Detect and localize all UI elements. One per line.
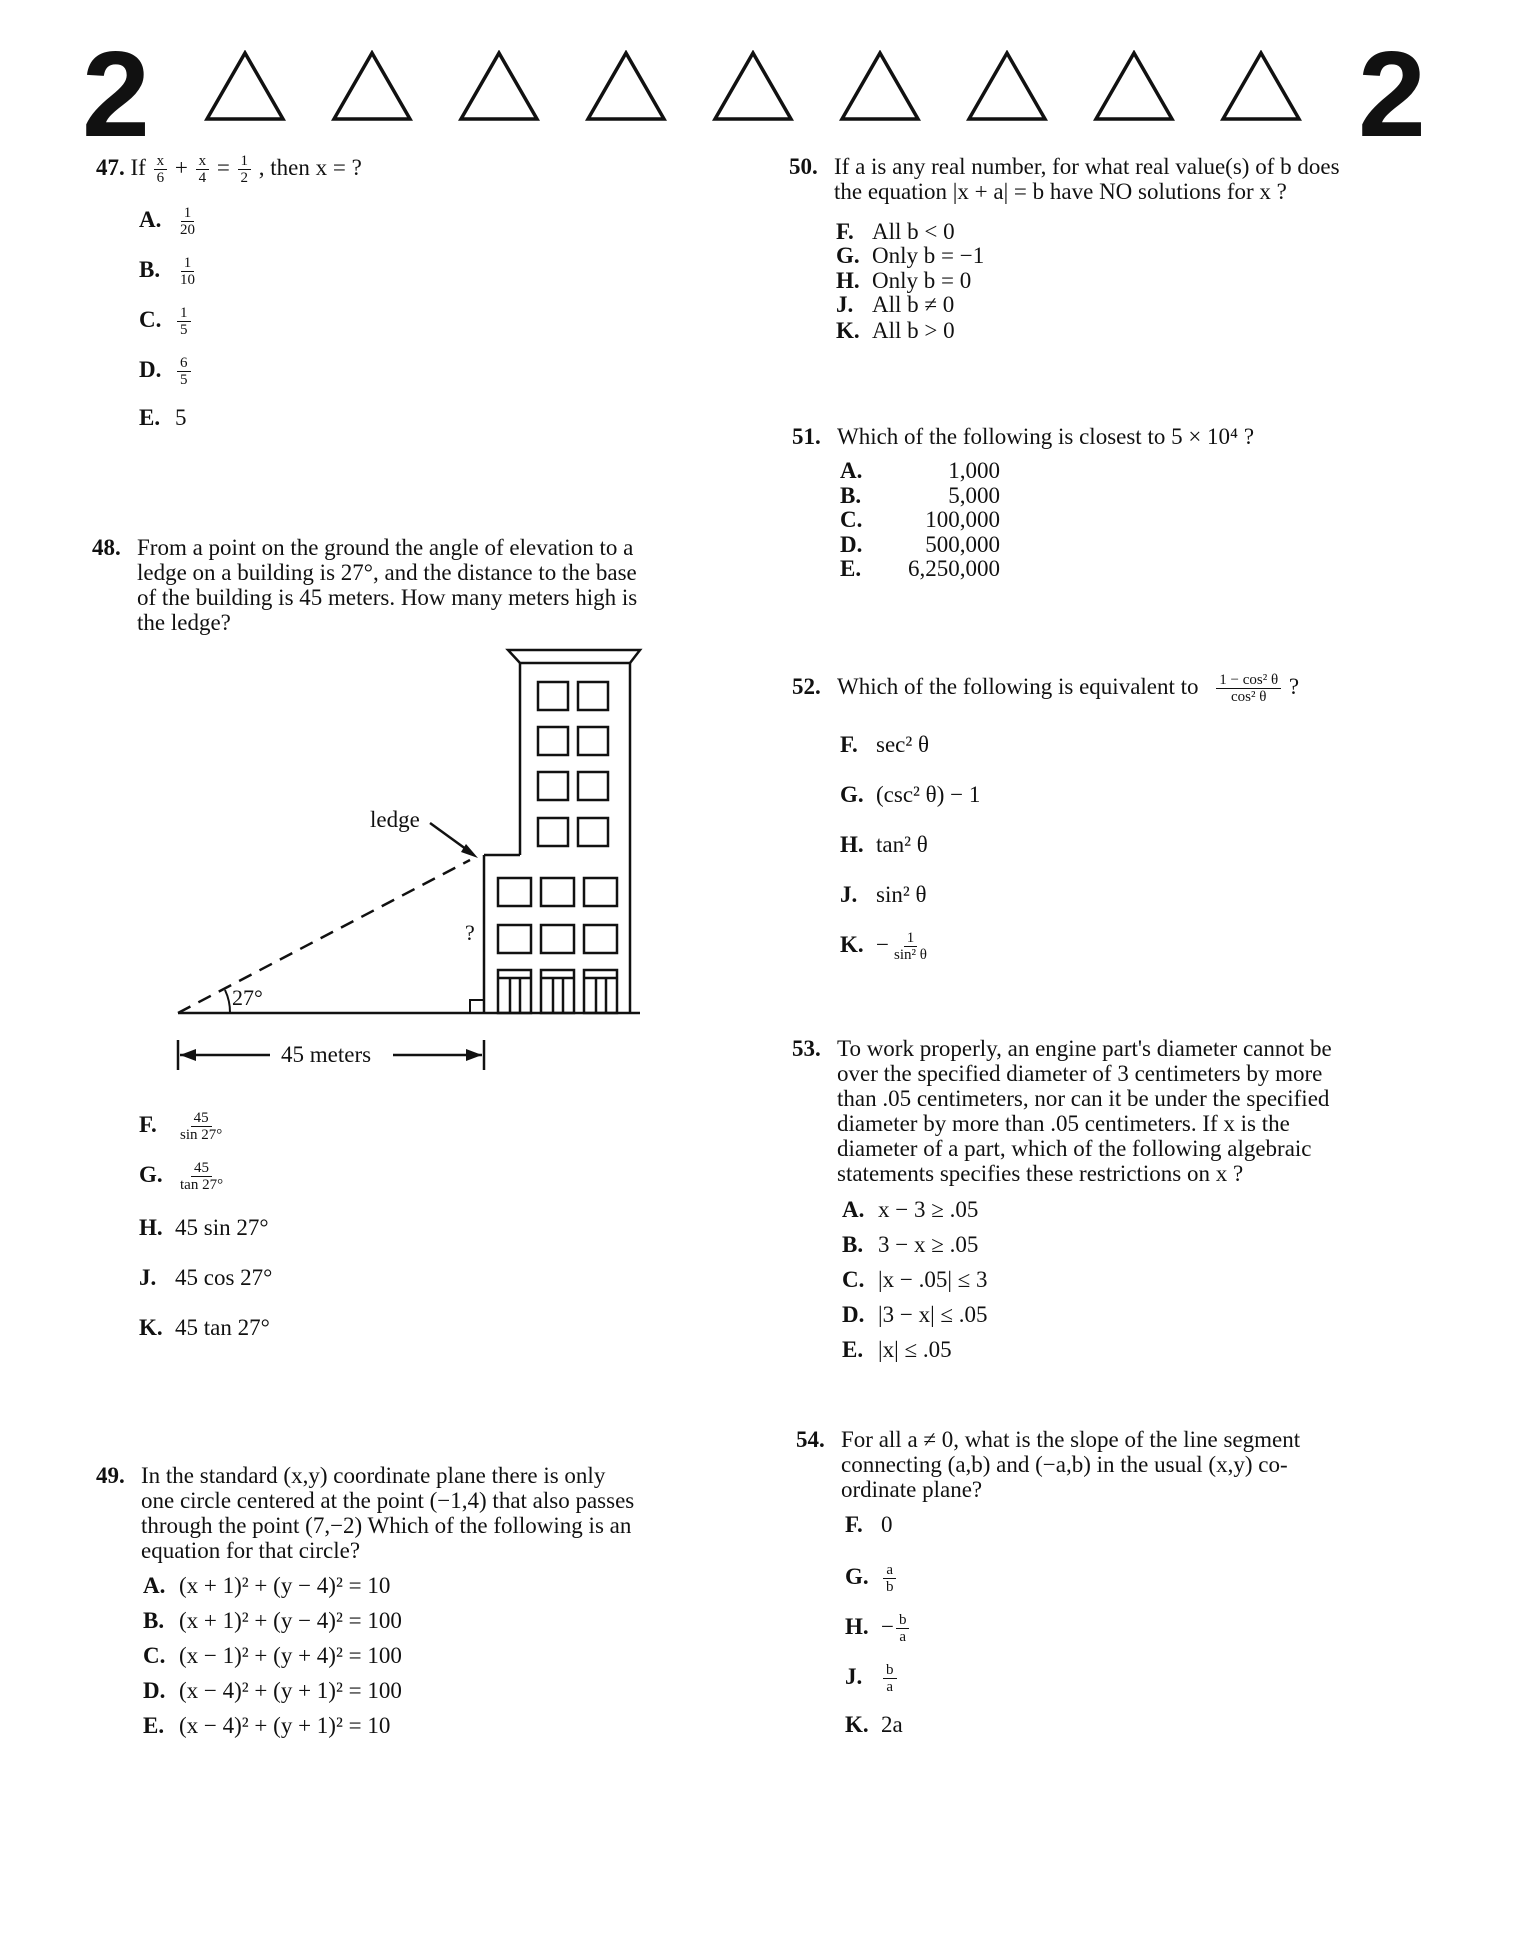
option-C[interactable]: C. (x − 1)² + (y + 4)² = 100 <box>143 1643 402 1668</box>
option-D[interactable]: D. |3 − x| ≤ .05 <box>842 1302 988 1327</box>
section-number-left: 2 <box>82 26 150 162</box>
question-51 <box>792 424 1254 449</box>
q50-line: the equation |x + a| = b have NO solutions for x ? <box>834 179 1287 204</box>
option-B[interactable]: B. (x + 1)² + (y − 4)² = 100 <box>143 1608 402 1633</box>
option-A[interactable]: A. $\frac{1}{20}$ <box>139 205 195 238</box>
angle-arc <box>225 990 230 1013</box>
option-E[interactable]: E. (x − 4)² + (y + 1)² = 10 <box>143 1713 391 1738</box>
option-C[interactable]: C. |x − .05| ≤ 3 <box>842 1267 988 1292</box>
option-H[interactable]: H. tan² θ <box>840 832 928 857</box>
q47-plus: + <box>174 154 188 180</box>
question-number: 49. <box>96 1463 125 1488</box>
option-H[interactable]: H. − $\frac{b}{a}$ <box>845 1612 911 1645</box>
q49-line: one circle centered at the point (−1,4) that also passes <box>141 1488 635 1513</box>
q54-line: For all a ≠ 0, what is the slope of the line segment <box>841 1427 1301 1452</box>
option-E[interactable]: E. 6,250,000 <box>840 556 1000 581</box>
option-K[interactable]: K. 45 tan 27° <box>139 1315 270 1340</box>
q53-line: over the specified diameter of 3 centimeters by more <box>837 1061 1323 1086</box>
q49-line: In the standard (x,y) coordinate plane there is only <box>141 1463 606 1488</box>
option-D[interactable]: D. 500,000 <box>840 532 1000 557</box>
q50-line: If a is any real number, for what real value(s) of b does <box>834 154 1340 179</box>
option-A[interactable]: A. 1,000 <box>840 458 1000 483</box>
ledge-label: ledge <box>370 807 420 832</box>
option-B[interactable]: B. $\frac{1}{10}$ <box>139 255 195 288</box>
roof-cap <box>508 650 640 663</box>
q48-line: From a point on the ground the angle of elevation to a <box>137 535 634 560</box>
option-E[interactable]: E. 5 <box>139 405 187 430</box>
option-G[interactable]: G. $\frac{45}{\tan 27^\circ}$ <box>139 1160 224 1193</box>
option-D[interactable]: D. $\frac{6}{5}$ <box>139 355 193 388</box>
option-J[interactable]: J. 45 cos 27° <box>139 1265 273 1290</box>
distance-label: 45 meters <box>281 1042 372 1067</box>
fraction: $\frac{\text{1 − cos² θ}}{\text{cos² θ}}$ <box>1216 672 1281 705</box>
q53-line: diameter by more than .05 centimeters. If x is the <box>837 1111 1290 1136</box>
fraction: $\frac{x}{4}$ <box>196 153 210 186</box>
section-number-right: 2 <box>1358 26 1426 162</box>
q52-text: Which of the following is equivalent to <box>837 673 1199 699</box>
option-J[interactable]: J. $\frac{b}{a}$ <box>845 1662 899 1695</box>
question-50 <box>789 154 1429 204</box>
option-G[interactable]: G. (csc² θ) − 1 <box>840 782 981 807</box>
question-number: 47. <box>96 154 125 180</box>
fraction: $\frac{1}{2}$ <box>238 153 252 186</box>
q53-line: statements specifies these restrictions on x ? <box>837 1161 1244 1186</box>
question-number: 53. <box>792 1036 821 1061</box>
q48-line: the ledge? <box>137 610 231 635</box>
unknown-height-label: ? <box>465 920 475 945</box>
q53-line: diameter of a part, which of the following algebraic <box>837 1136 1312 1161</box>
q53-line: To work properly, an engine part's diameter cannot be <box>837 1036 1332 1061</box>
option-G[interactable]: G. Only b = −1 <box>836 243 985 268</box>
q53-line: than .05 centimeters, nor can it be under the specified <box>837 1086 1330 1111</box>
q47-text: If <box>130 154 146 180</box>
question-number: 48. <box>92 535 121 560</box>
question-number: 51. <box>792 424 821 449</box>
q54-line: connecting (a,b) and (−a,b) in the usual (x,y) co- <box>841 1452 1288 1477</box>
question-52 <box>792 672 1299 705</box>
question-number: 50. <box>789 154 818 179</box>
question-53 <box>792 1036 1424 1186</box>
option-D[interactable]: D. (x − 4)² + (y + 1)² = 100 <box>143 1678 402 1703</box>
option-C[interactable]: C. $\frac{1}{5}$ <box>139 305 193 338</box>
option-H[interactable]: H. Only b = 0 <box>836 268 972 293</box>
option-K[interactable]: K. All b > 0 <box>836 318 955 343</box>
question-49 <box>96 1463 736 1563</box>
option-C[interactable]: C. 100,000 <box>840 507 1000 532</box>
option-G[interactable]: G. $\frac{a}{b}$ <box>845 1562 899 1595</box>
q49-line: through the point (7,−2) Which of the following is an <box>141 1513 632 1538</box>
option-K[interactable]: K. 2a <box>845 1712 903 1737</box>
fraction: $\frac{x}{6}$ <box>154 153 168 186</box>
q54-line: ordinate plane? <box>841 1477 983 1502</box>
sight-line <box>178 860 470 1013</box>
option-A[interactable]: A. (x + 1)² + (y − 4)² = 10 <box>143 1573 391 1598</box>
option-J[interactable]: J. All b ≠ 0 <box>836 292 955 317</box>
option-A[interactable]: A. x − 3 ≥ .05 <box>842 1197 979 1222</box>
option-H[interactable]: H. 45 sin 27° <box>139 1215 269 1240</box>
option-B[interactable]: B. 5,000 <box>840 483 1000 508</box>
option-B[interactable]: B. 3 − x ≥ .05 <box>842 1232 979 1257</box>
question-number: 52. <box>792 673 821 699</box>
option-K[interactable]: K. − $\frac{1}{\text{sin² θ}}$ <box>840 930 927 963</box>
option-F[interactable]: F. sec² θ <box>840 732 930 757</box>
q49-line: equation for that circle? <box>141 1538 361 1563</box>
q48-line: ledge on a building is 27°, and the distance to the base <box>137 560 637 585</box>
angle-label: 27° <box>232 985 263 1010</box>
option-F[interactable]: F. 0 <box>845 1512 893 1537</box>
option-J[interactable]: J. sin² θ <box>840 882 927 907</box>
q51-text: Which of the following is closest to 5 × 10⁴ ? <box>837 424 1255 449</box>
question-number: 54. <box>796 1427 825 1452</box>
q52-question-mark: ? <box>1288 673 1300 699</box>
question-54 <box>796 1427 1428 1502</box>
option-F[interactable]: F. All b < 0 <box>836 219 955 244</box>
q47-equals: = <box>216 154 230 180</box>
q48-line: of the building is 45 meters. How many meters high is <box>137 585 638 610</box>
q47-text-end: , then x = ? <box>258 154 362 180</box>
option-F[interactable]: F. $\frac{45}{\sin 27^\circ}$ <box>139 1110 223 1143</box>
option-E[interactable]: E. |x| ≤ .05 <box>842 1337 952 1362</box>
